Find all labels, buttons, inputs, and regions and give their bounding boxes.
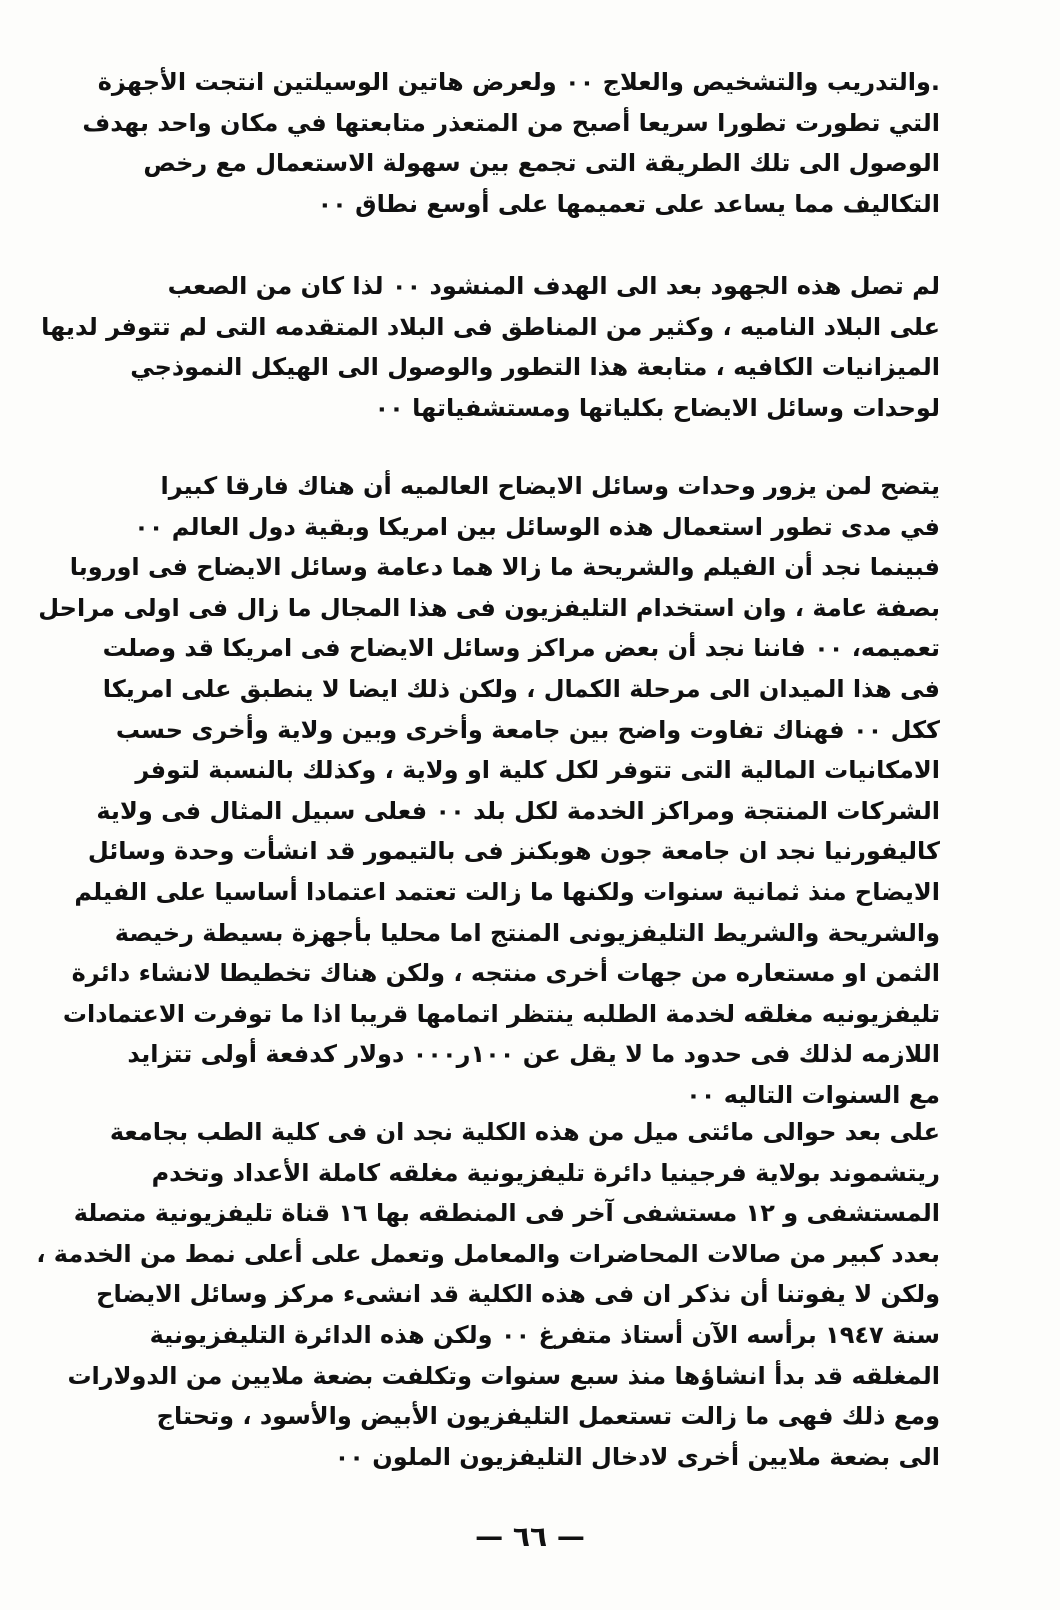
paragraph-3 [38, 466, 940, 1116]
paragraph-1 [82, 62, 940, 224]
page-number: — ٦٦ — [475, 1520, 585, 1553]
paragraph-2 [41, 266, 940, 428]
paragraph-line: الثمن او مستعاره من جهات أخرى منتجه ، ولكن هناك تخطيطا لانشاء دائرة [71, 959, 940, 988]
paragraph-line: بصفة عامة ، وان استخدام التليفزيون فى هذا المجال ما زال فى اولى مراحل [38, 593, 940, 622]
paragraph-line: الشركات المنتجة ومراكز الخدمة لكل بلد ٠٠ فعلى سبيل المثال فى ولاية [96, 796, 940, 825]
paragraph-line: كاليفورنيا نجد ان جامعة جون هوبكنز فى بالتيمور قد انشأت وحدة وسائل [87, 837, 940, 866]
paragraph-line: الامكانيات المالية التى تتوفر لكل كلية او ولاية ، وكذلك بالنسبة لتوفر [135, 756, 940, 785]
paragraph-line: اللازمه لذلك فى حدود ما لا يقل عن ١٠٠ر٠٠٠ دولار كدفعة أولى تتزايد [127, 1040, 940, 1069]
paragraph-line: على البلاد الناميه ، وكثير من المناطق فى البلاد المتقدمه التى لم تتوفر لديها [41, 312, 940, 341]
paragraph-line: يتضح لمن يزور وحدات وسائل الايضاح العالميه أن هناك فارقا كبيرا [160, 472, 940, 500]
paragraph-line: لم تصل هذه الجهود بعد الى الهدف المنشود ٠٠ لذا كان من الصعب [167, 272, 940, 300]
paragraph-line: الميزانيات الكافيه ، متابعة هذا التطور والوصول الى الهيكل النموذجي [130, 353, 940, 382]
paragraph-line: .والتدريب والتشخيص والعلاج ٠٠ ولعرض هاتين الوسيلتين انتجت الأجهزة [97, 68, 940, 96]
paragraph-line: التكاليف مما يساعد على تعميمها على أوسع نطاق ٠٠ [317, 189, 940, 218]
paragraph-line: على بعد حوالى مائتى ميل من هذه الكلية نجد ان فى كلية الطب بجامعة [109, 1118, 940, 1146]
paragraph-line: التي تطورت تطورا سريعا أصبح من المتعذر متابعتها في مكان واحد بهدف [82, 108, 940, 137]
paragraph-line: تعميمه، ٠٠ فاننا نجد أن بعض مراكز وسائل الايضاح فى امريكا قد وصلت [102, 634, 940, 663]
paragraph-line: في مدى تطور استعمال هذه الوسائل بين امريكا وبقية دول العالم ٠٠ [134, 512, 940, 541]
paragraph-line: سنة ١٩٤٧ برأسه الآن أستاذ متفرغ ٠٠ ولكن هذه الدائرة التليفزيونية [149, 1320, 940, 1349]
paragraph-line: ريتشموند بولاية فرجينيا دائرة تليفزيونية مغلقه كاملة الأعداد وتخدم [151, 1158, 940, 1187]
paragraph-line: المستشفى و ١٢ مستشفى آخر فى المنطقه بها ١٦ قناة تليفزيونية متصلة [73, 1199, 940, 1228]
paragraph-line: الوصول الى تلك الطريقة التى تجمع بين سهولة الاستعمال مع رخص [143, 149, 940, 178]
paragraph-line: الى بضعة ملايين أخرى لادخال التليفزيون الملون ٠٠ [334, 1442, 940, 1471]
paragraph-line: مع السنوات التاليه ٠٠ [686, 1080, 940, 1109]
paragraph-line: ومع ذلك فهى ما زالت تستعمل التليفزيون الأبيض والأسود ، وتحتاج [156, 1402, 940, 1431]
paragraph-line: والشريحة والشريط التليفزيونى المنتج اما محليا بأجهزة بسيطة رخيصة [114, 918, 940, 947]
paragraph-line: الايضاح منذ ثمانية سنوات ولكنها ما زالت تعتمد اعتمادا أساسيا على الفيلم [74, 877, 940, 906]
paragraph-line: فبينما نجد أن الفيلم والشريحة ما زالا هما دعامة وسائل الايضاح فى اوروبا [69, 553, 940, 582]
paragraph-line: فى هذا الميدان الى مرحلة الكمال ، ولكن ذلك ايضا لا ينطبق على امريكا [102, 674, 940, 703]
paragraph-line: ولكن لا يفوتنا أن نذكر ان فى هذه الكلية قد انشىء مركز وسائل الايضاح [96, 1280, 940, 1309]
paragraph-line: بعدد كبير من صالات المحاضرات والمعامل وتعمل على أعلى نمط من الخدمة ، [36, 1239, 940, 1268]
paragraph-line: ككل ٠٠ فهناك تفاوت واضح بين جامعة وأخرى وبين ولاية وأخرى حسب [115, 715, 940, 744]
paragraph-line: تليفزيونيه مغلقه لخدمة الطلبه ينتظر اتمامها قريبا اذا ما توفرت الاعتمادات [62, 999, 940, 1028]
paragraph-line: لوحدات وسائل الايضاح بكلياتها ومستشفياتها ٠٠ [374, 393, 940, 422]
paragraph-line: المغلقه قد بدأ انشاؤها منذ سبع سنوات وتكلفت بضعة ملايين من الدولارات [67, 1361, 940, 1390]
paragraph-4 [36, 1112, 940, 1477]
